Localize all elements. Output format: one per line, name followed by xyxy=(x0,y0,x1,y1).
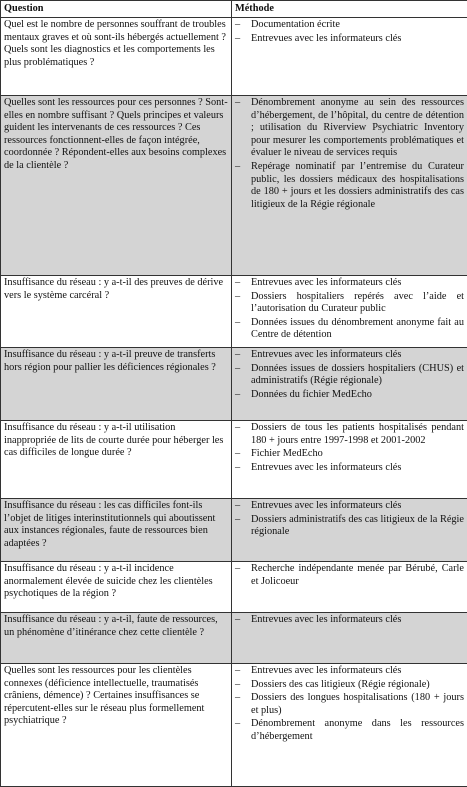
method-cell xyxy=(232,421,467,499)
question-cell: Quel est le nombre de personnes souffrant de troubles mentaux graves et où sont-ils hébergés actuellement ? Quels sont les diagnostics et les comportements les plus problématiques ? xyxy=(1,18,232,96)
table-row xyxy=(1,96,467,276)
method-item: – Données issues du dénombrement anonyme fait au Centre de détention xyxy=(235,317,464,342)
method-item: – Dossiers des longues hospitalisations (180 + jours et plus) xyxy=(235,692,464,717)
method-list xyxy=(235,277,464,342)
question-cell: Quelles sont les ressources pour ces personnes ? Sont-elles en nombre suffisant ? Quels principes et valeurs guident les intervenants de ces ressources ? Ces ressources fonctionnent-elles de façon intégrée, coordonnée ? Répondent-elles aux besoins complexes de la clientèle ? xyxy=(1,96,232,276)
method-item: – Entrevues avec les informateurs clés xyxy=(235,665,464,678)
question-cell: Insuffisance du réseau : y a-t-il, faute de ressources, un phénomène d’itinérance chez cette clientèle ? xyxy=(1,613,232,664)
question-cell: Insuffisance du réseau : les cas difficiles font-ils l’objet de litiges interinstitutionnels qui aboutissent aux instances régionales, faute de ressources bien adaptées ? xyxy=(1,499,232,562)
method-item: – Dénombrement anonyme dans les ressources d’hébergement xyxy=(235,718,464,743)
question-cell: Insuffisance du réseau : y a-t-il des preuves de dérive vers le système carcéral ? xyxy=(1,276,232,348)
method-item: – Entrevues avec les informateurs clés xyxy=(235,614,464,627)
method-item: – Entrevues avec les informateurs clés xyxy=(235,462,464,475)
method-cell xyxy=(232,18,467,96)
method-list xyxy=(235,665,464,744)
method-item: – Entrevues avec les informateurs clés xyxy=(235,349,464,362)
method-list xyxy=(235,563,464,588)
method-item: – Repérage nominatif par l’entremise du Curateur public, les dossiers médicaux des hospitalisations de 180 + jours et les dossiers administratifs des cas litigieux de la Régie régionale xyxy=(235,161,464,211)
method-cell xyxy=(232,562,467,613)
table-row xyxy=(1,421,467,499)
method-item: – Données issues de dossiers hospitaliers (CHUS) et administratifs (Régie régionale) xyxy=(235,363,464,388)
table-row xyxy=(1,562,467,613)
method-list xyxy=(235,614,464,627)
method-item: – Dénombrement anonyme au sein des ressources d’hébergement, de l’hôpital, du centre de détention ; utilisation du Riverview Psychiatric Inventory pour mesurer les comportements problématiques et évaluer le niveau de services requis xyxy=(235,97,464,160)
question-cell: Insuffisance du réseau : y a-t-il incidence anormalement élevée de suicide chez les clientèles psychotiques de la région ? xyxy=(1,562,232,613)
method-cell xyxy=(232,664,467,787)
method-cell xyxy=(232,96,467,276)
table-row xyxy=(1,499,467,562)
method-list xyxy=(235,349,464,401)
method-item: – Dossiers administratifs des cas litigieux de la Régie régionale xyxy=(235,514,464,539)
method-item: – Dossiers des cas litigieux (Régie régionale) xyxy=(235,679,464,692)
method-cell xyxy=(232,276,467,348)
header-method: Méthode xyxy=(232,1,467,18)
method-list xyxy=(235,500,464,539)
table-row xyxy=(1,276,467,348)
method-list xyxy=(235,97,464,211)
method-cell xyxy=(232,613,467,664)
method-item: – Entrevues avec les informateurs clés xyxy=(235,277,464,290)
method-item: – Documentation écrite xyxy=(235,19,464,32)
method-item: – Entrevues avec les informateurs clés xyxy=(235,500,464,513)
method-item: – Dossiers hospitaliers repérés avec l’aide et l’autorisation du Curateur public xyxy=(235,291,464,316)
table-row xyxy=(1,613,467,664)
method-item: – Recherche indépendante menée par Bérubé, Carle et Jolicoeur xyxy=(235,563,464,588)
method-item: – Données du fichier MedEcho xyxy=(235,389,464,402)
method-item: – Entrevues avec les informateurs clés xyxy=(235,33,464,46)
question-cell: Insuffisance du réseau : y a-t-il utilisation inappropriée de lits de courte durée pour héberger les cas difficiles de longue durée ? xyxy=(1,421,232,499)
method-cell xyxy=(232,499,467,562)
method-cell xyxy=(232,348,467,421)
method-item: – Dossiers de tous les patients hospitalisés pendant 180 + jours entre 1997-1998 et 2001-2002 xyxy=(235,422,464,447)
method-list xyxy=(235,422,464,474)
table-row xyxy=(1,664,467,787)
method-list xyxy=(235,19,464,45)
question-cell: Quelles sont les ressources pour les clientèles connexes (déficience intellectuelle, traumatisés crâniens, démence) ? Certaines insuffisances se répercutent-elles sur le réseau plus formellement psychiatrique ? xyxy=(1,664,232,787)
question-cell: Insuffisance du réseau : y a-t-il preuve de transferts hors région pour pallier les déficiences régionales ? xyxy=(1,348,232,421)
table-row xyxy=(1,18,467,96)
header-row xyxy=(1,1,467,18)
method-item: – Fichier MedEcho xyxy=(235,448,464,461)
header-question: Question xyxy=(1,1,232,18)
table-row xyxy=(1,348,467,421)
